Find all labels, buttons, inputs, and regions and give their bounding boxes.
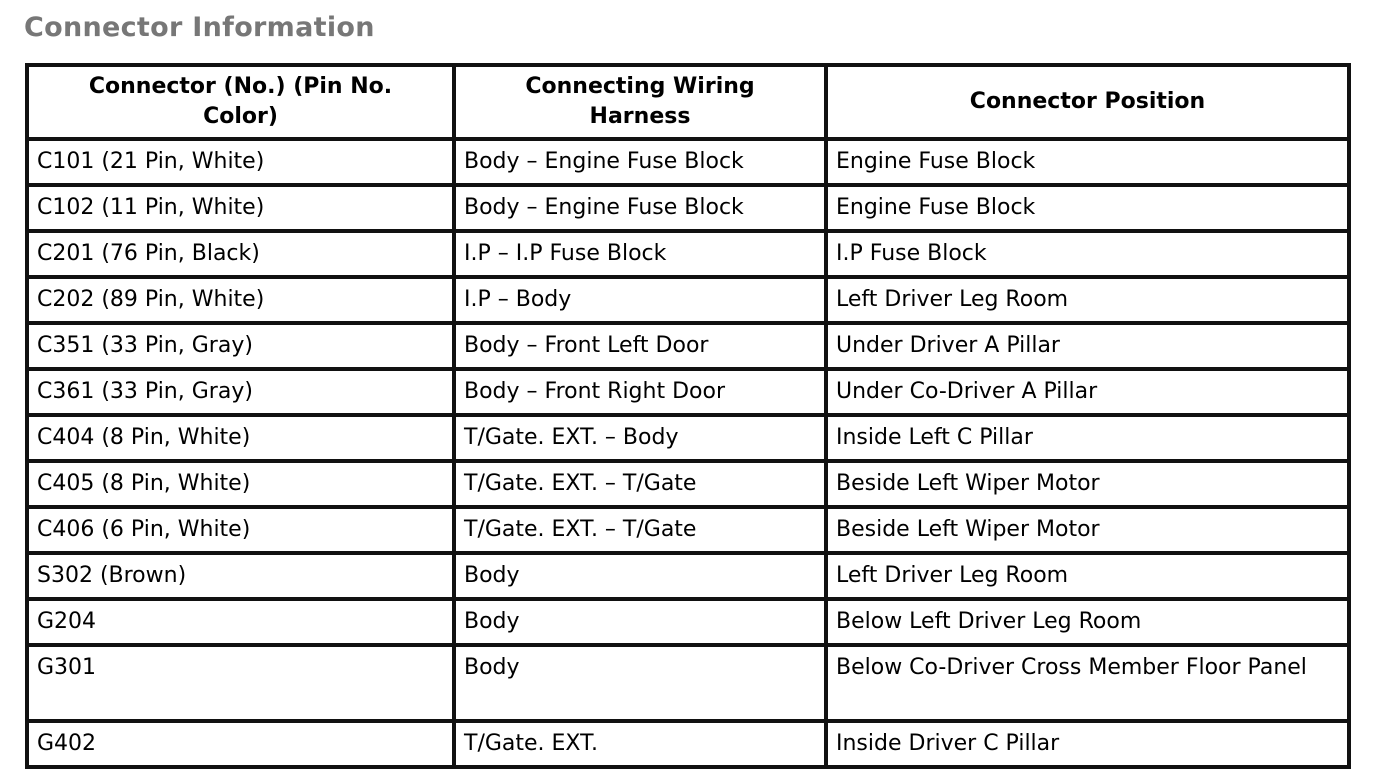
table-row — [27, 507, 1349, 553]
cell-connector: S302 (Brown) — [27, 553, 454, 599]
cell-position: Below Co-Driver Cross Member Floor Panel — [826, 645, 1349, 721]
cell-harness: Body — [454, 645, 826, 721]
table-row — [27, 369, 1349, 415]
cell-connector: C202 (89 Pin, White) — [27, 277, 454, 323]
column-header-connector: Connector (No.) (Pin No. Color) — [27, 65, 454, 139]
cell-position: Under Co-Driver A Pillar — [826, 369, 1349, 415]
cell-harness: T/Gate. EXT. – T/Gate — [454, 461, 826, 507]
cell-connector: G301 — [27, 645, 454, 721]
table-row — [27, 721, 1349, 767]
cell-position: Engine Fuse Block — [826, 139, 1349, 185]
cell-position: Inside Left C Pillar — [826, 415, 1349, 461]
table-row — [27, 231, 1349, 277]
column-header-harness: Connecting Wiring Harness — [454, 65, 826, 139]
cell-position: Left Driver Leg Room — [826, 553, 1349, 599]
cell-harness: Body – Front Right Door — [454, 369, 826, 415]
cell-connector: C405 (8 Pin, White) — [27, 461, 454, 507]
table-row — [27, 415, 1349, 461]
cell-connector: G402 — [27, 721, 454, 767]
cell-harness: Body — [454, 599, 826, 645]
cell-position: Engine Fuse Block — [826, 185, 1349, 231]
table-row — [27, 139, 1349, 185]
cell-position: Inside Driver C Pillar — [826, 721, 1349, 767]
cell-harness: T/Gate. EXT. – Body — [454, 415, 826, 461]
cell-position: Below Left Driver Leg Room — [826, 599, 1349, 645]
cell-connector: C361 (33 Pin, Gray) — [27, 369, 454, 415]
table-row — [27, 323, 1349, 369]
table-row — [27, 599, 1349, 645]
cell-harness: Body – Engine Fuse Block — [454, 185, 826, 231]
cell-connector: C102 (11 Pin, White) — [27, 185, 454, 231]
cell-harness: I.P – Body — [454, 277, 826, 323]
table-row — [27, 185, 1349, 231]
cell-position: Beside Left Wiper Motor — [826, 461, 1349, 507]
cell-harness: I.P – I.P Fuse Block — [454, 231, 826, 277]
connector-table — [25, 63, 1351, 769]
table-row — [27, 461, 1349, 507]
cell-connector: C101 (21 Pin, White) — [27, 139, 454, 185]
cell-position: I.P Fuse Block — [826, 231, 1349, 277]
cell-harness: Body — [454, 553, 826, 599]
page-title: Connector Information — [24, 12, 375, 43]
cell-connector: C406 (6 Pin, White) — [27, 507, 454, 553]
cell-connector: G204 — [27, 599, 454, 645]
cell-harness: T/Gate. EXT. — [454, 721, 826, 767]
table-row — [27, 645, 1349, 721]
table-header-row — [27, 65, 1349, 139]
column-header-position: Connector Position — [826, 65, 1349, 139]
cell-harness: Body – Engine Fuse Block — [454, 139, 826, 185]
cell-harness: T/Gate. EXT. – T/Gate — [454, 507, 826, 553]
cell-connector: C351 (33 Pin, Gray) — [27, 323, 454, 369]
table-row — [27, 553, 1349, 599]
cell-connector: C201 (76 Pin, Black) — [27, 231, 454, 277]
table-row — [27, 277, 1349, 323]
cell-position: Left Driver Leg Room — [826, 277, 1349, 323]
cell-connector: C404 (8 Pin, White) — [27, 415, 454, 461]
cell-position: Under Driver A Pillar — [826, 323, 1349, 369]
cell-harness: Body – Front Left Door — [454, 323, 826, 369]
cell-position: Beside Left Wiper Motor — [826, 507, 1349, 553]
